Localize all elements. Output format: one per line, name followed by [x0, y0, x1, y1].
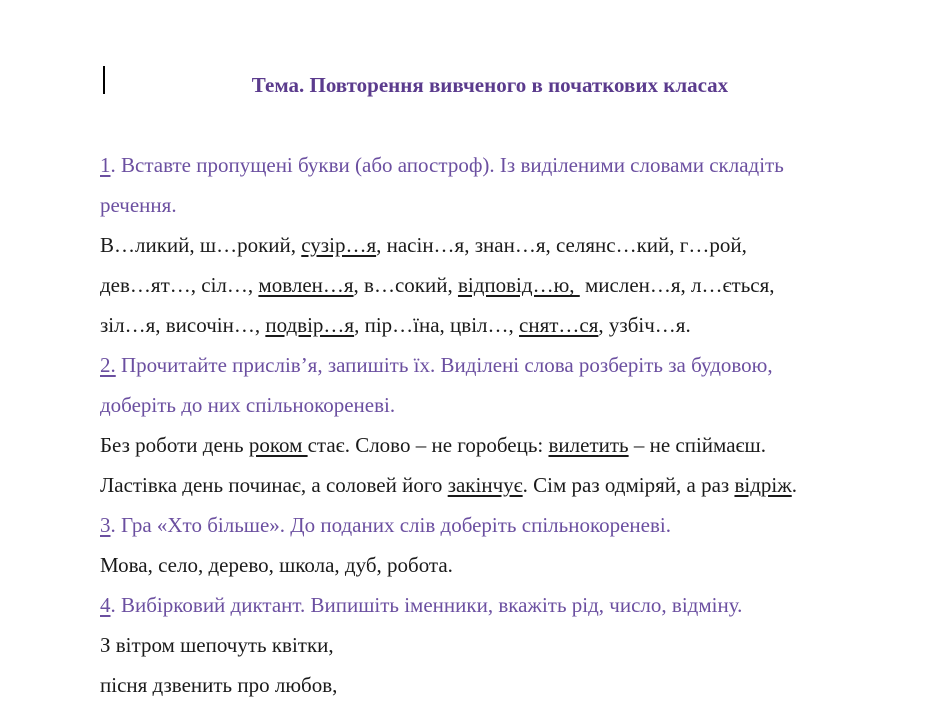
- text-run: мислен…я, л…ється,: [579, 273, 775, 297]
- underlined-word: відріж: [734, 473, 792, 497]
- task-3-instruction: [100, 505, 880, 545]
- underlined-word: вилетить: [548, 433, 629, 457]
- text-run: зіл…я, височін…,: [100, 313, 266, 337]
- task-1-words-line-3: [100, 305, 880, 345]
- text-run: стає. Слово – не горобець:: [307, 433, 549, 457]
- underlined-word: снят…ся: [519, 313, 599, 337]
- task-2-proverbs-line-2: [100, 465, 880, 505]
- text-run: Мова, село, дерево, школа, дуб, робота.: [100, 553, 453, 577]
- task-3-words: [100, 545, 880, 585]
- task-4-dictation-line-2: [100, 665, 880, 705]
- text-run: Без роботи день: [100, 433, 249, 457]
- text-run: . Сім раз одміряй, а раз: [522, 473, 735, 497]
- text-run: , насін…я, знан…я, селянс…кий, г…рой,: [376, 233, 747, 257]
- task-2-instruction-line-1: [100, 345, 880, 385]
- task-4-dictation-line-1: [100, 625, 880, 665]
- task-1-words-line-1: [100, 225, 880, 265]
- text-run: .: [791, 473, 797, 497]
- text-run: . Вибірковий диктант. Випишіть іменники, вкажіть рід, число, відміну.: [110, 593, 743, 617]
- text-run: . Вставте пропущені букви (або апостроф). Із виділеними словами складіть: [110, 153, 784, 177]
- text-run: . Гра «Хто більше». До поданих слів доберіть спільнокореневі.: [110, 513, 671, 537]
- task-4-instruction: [100, 585, 880, 625]
- task-1-words-line-2: [100, 265, 880, 305]
- underlined-word: 2.: [100, 353, 116, 377]
- document-content: [100, 65, 880, 705]
- underlined-word: подвір…я: [265, 313, 355, 337]
- task-1-instruction-line-2: [100, 185, 880, 225]
- underlined-word: сузір…я: [301, 233, 377, 257]
- text-run: – не спіймаєш.: [628, 433, 766, 457]
- underlined-word: закінчує: [447, 473, 523, 497]
- document-title: Тема. Повторення вивченого в початкових класах: [251, 73, 729, 97]
- text-run: З вітром шепочуть квітки,: [100, 633, 334, 657]
- text-run: доберіть до них спільнокореневі.: [100, 393, 396, 417]
- underlined-word: відповід…ю,: [457, 273, 580, 297]
- text-run: пісня дзвенить про любов,: [100, 673, 338, 697]
- text-run: , пір…їна, цвіл…,: [354, 313, 520, 337]
- task-2-instruction-line-2: [100, 385, 880, 425]
- text-run: , в…сокий,: [353, 273, 458, 297]
- underlined-word: роком: [248, 433, 308, 457]
- empty-line: [100, 105, 880, 145]
- task-1-instruction-line-1: [100, 145, 880, 185]
- text-run: речення.: [100, 193, 177, 217]
- document-body: [100, 145, 880, 705]
- text-run: Прочитайте прислів’я, запишіть їх. Виділені слова розберіть за будовою,: [115, 353, 773, 377]
- underlined-word: 3: [100, 513, 111, 537]
- task-2-proverbs-line-1: [100, 425, 880, 465]
- text-run: , узбіч…я.: [598, 313, 691, 337]
- underlined-word: мовлен…я: [258, 273, 354, 297]
- text-run: Ластівка день починає, а соловей його: [100, 473, 448, 497]
- text-run: дев…ят…, сіл…,: [100, 273, 259, 297]
- underlined-word: 4: [100, 593, 111, 617]
- text-run: В…ликий, ш…рокий,: [100, 233, 302, 257]
- underlined-word: 1: [100, 153, 111, 177]
